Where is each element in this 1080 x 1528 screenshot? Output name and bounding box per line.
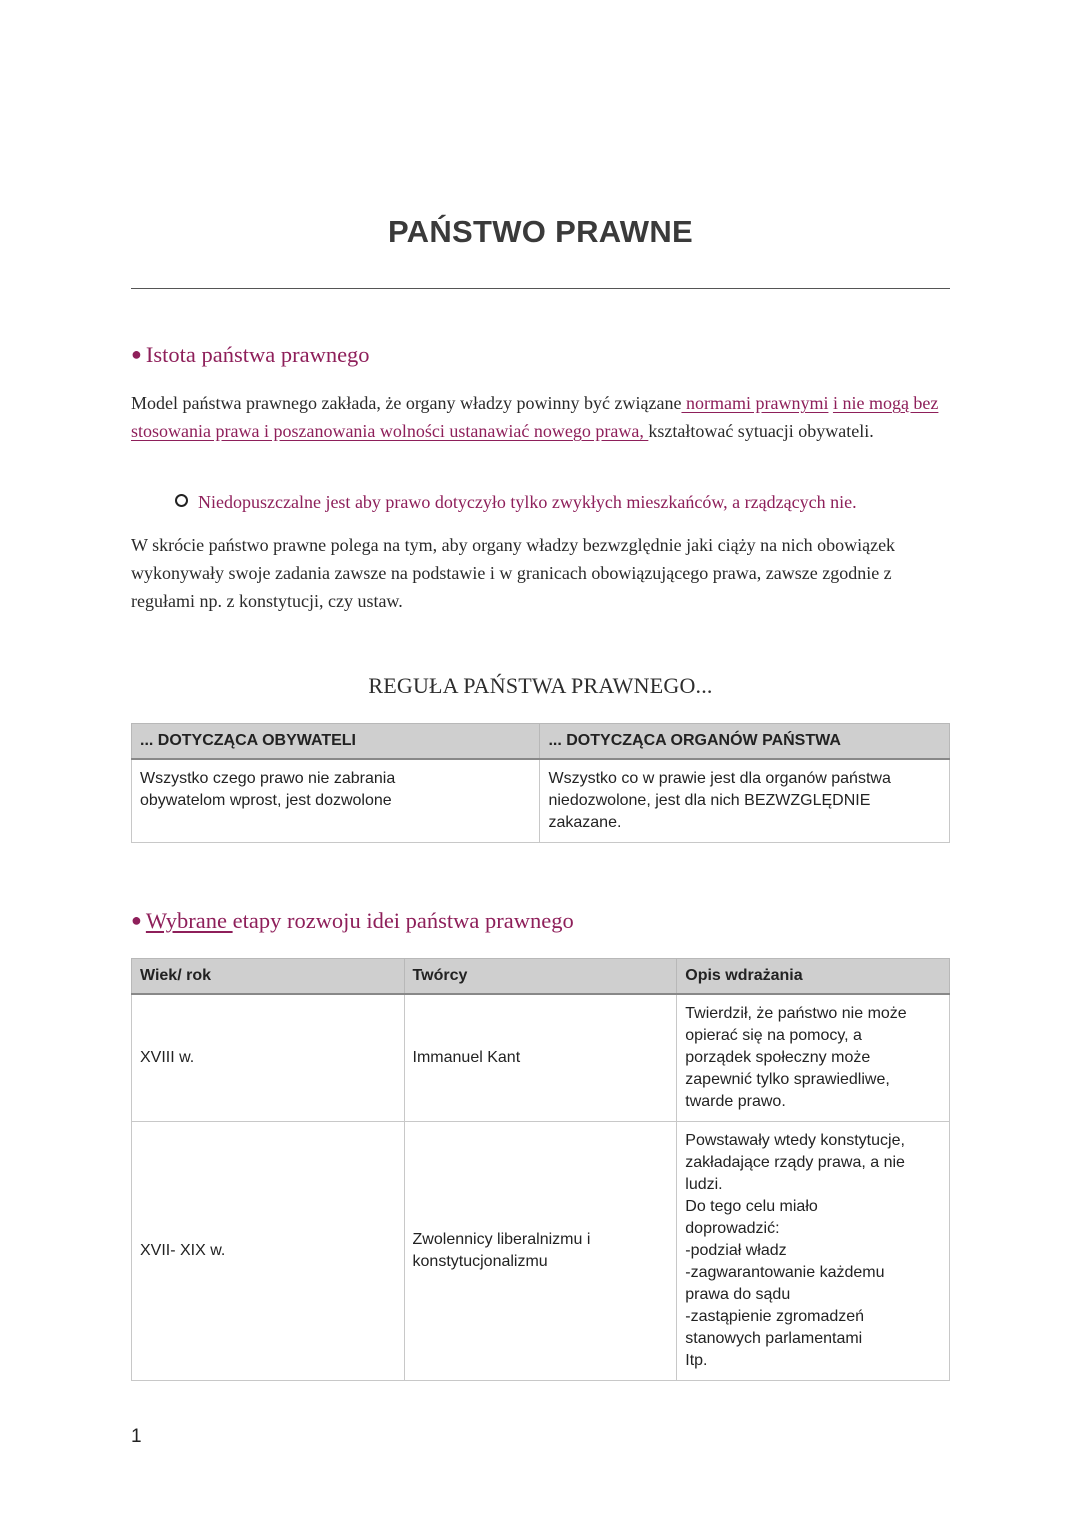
page-title: PAŃSTWO PRAWNE bbox=[387, 214, 693, 249]
rule-heading: REGUŁA PAŃSTWA PRAWNEGO... bbox=[368, 673, 713, 698]
section-heading-stages bbox=[131, 908, 574, 934]
rule-table bbox=[131, 723, 950, 843]
table-header-cell: Opis wdrażania bbox=[677, 959, 950, 995]
paragraph-summary: W skrócie państwo prawne polega na tym, aby organy władzy bezwzględnie jaki ciąży na nich obowiązek wykonywały swoje zadania zawsze na podstawie i w granicach obowiązującego prawa, zawsze zgodnie z regułami np. z konstytucji, czy ustaw. bbox=[131, 535, 896, 611]
title-divider bbox=[131, 288, 950, 289]
subpoint bbox=[175, 488, 955, 516]
section-heading-underlined: Wybrane bbox=[145, 908, 233, 933]
table-cell: XVIII w. bbox=[132, 994, 405, 1122]
section-heading-text: etapy rozwoju idei państwa prawnego bbox=[232, 908, 574, 933]
page-number: 1 bbox=[131, 1426, 142, 1447]
bullet-icon: ● bbox=[131, 910, 142, 930]
table-cell: XVII- XIX w. bbox=[132, 1122, 405, 1381]
table-row bbox=[132, 994, 950, 1122]
table-cell: Zwolennicy liberalnizmu i konstytucjonalizmu bbox=[404, 1122, 677, 1381]
table-cell: Immanuel Kant bbox=[404, 994, 677, 1122]
paragraph-text: kształtować sytuacji obywateli. bbox=[648, 421, 874, 441]
table-cell: Wszystko co w prawie jest dla organów państwa niedozwolone, jest dla nich BEZWZGLĘDNIE zakazane. bbox=[540, 759, 950, 843]
section-heading-essence bbox=[131, 342, 370, 368]
table-header-row bbox=[132, 724, 950, 760]
subpoint-text: Niedopuszczalne jest aby prawo dotyczyło tylko zwykłych mieszkańców, a rządzących nie. bbox=[198, 492, 857, 512]
table-cell: Powstawały wtedy konstytucje, zakładające rządy prawa, a nie ludzi. Do tego celu miało doprowadzić: -podział władz -zagwarantowanie każdemu prawa do sądu -zastąpienie zgromadzeń stanowych parlamentami Itp. bbox=[677, 1122, 950, 1381]
table-header-cell: ... DOTYCZĄCA ORGANÓW PAŃSTWA bbox=[540, 724, 950, 760]
bullet-icon: ● bbox=[131, 344, 142, 364]
table-header-cell: ... DOTYCZĄCA OBYWATELI bbox=[132, 724, 540, 760]
stages-table bbox=[131, 958, 950, 1381]
table-header-cell: Wiek/ rok bbox=[132, 959, 405, 995]
table-header-row bbox=[132, 959, 950, 995]
table-row bbox=[132, 759, 950, 843]
table-cell: Twierdził, że państwo nie może opierać się na pomocy, a porządek społeczny może zapewnić tylko sprawiedliwe, twarde prawo. bbox=[677, 994, 950, 1122]
table-cell: Wszystko czego prawo nie zabrania obywatelom wprost, jest dozwolone bbox=[132, 759, 540, 843]
table-header-cell: Twórcy bbox=[404, 959, 677, 995]
highlighted-text-law: i nie mogą bez stosowania prawa i poszanowania wolności ustanawiać nowego prawa, bbox=[131, 393, 939, 441]
table-row bbox=[132, 1122, 950, 1381]
paragraph-text: Model państwa prawnego zakłada, że organy władzy powinny być związane bbox=[131, 393, 682, 413]
section-heading-text: Istota państwa prawnego bbox=[145, 342, 370, 367]
paragraph-definition bbox=[131, 389, 950, 445]
circle-bullet-icon bbox=[175, 494, 188, 507]
highlighted-text-norms: normami prawnymi bbox=[681, 393, 829, 413]
